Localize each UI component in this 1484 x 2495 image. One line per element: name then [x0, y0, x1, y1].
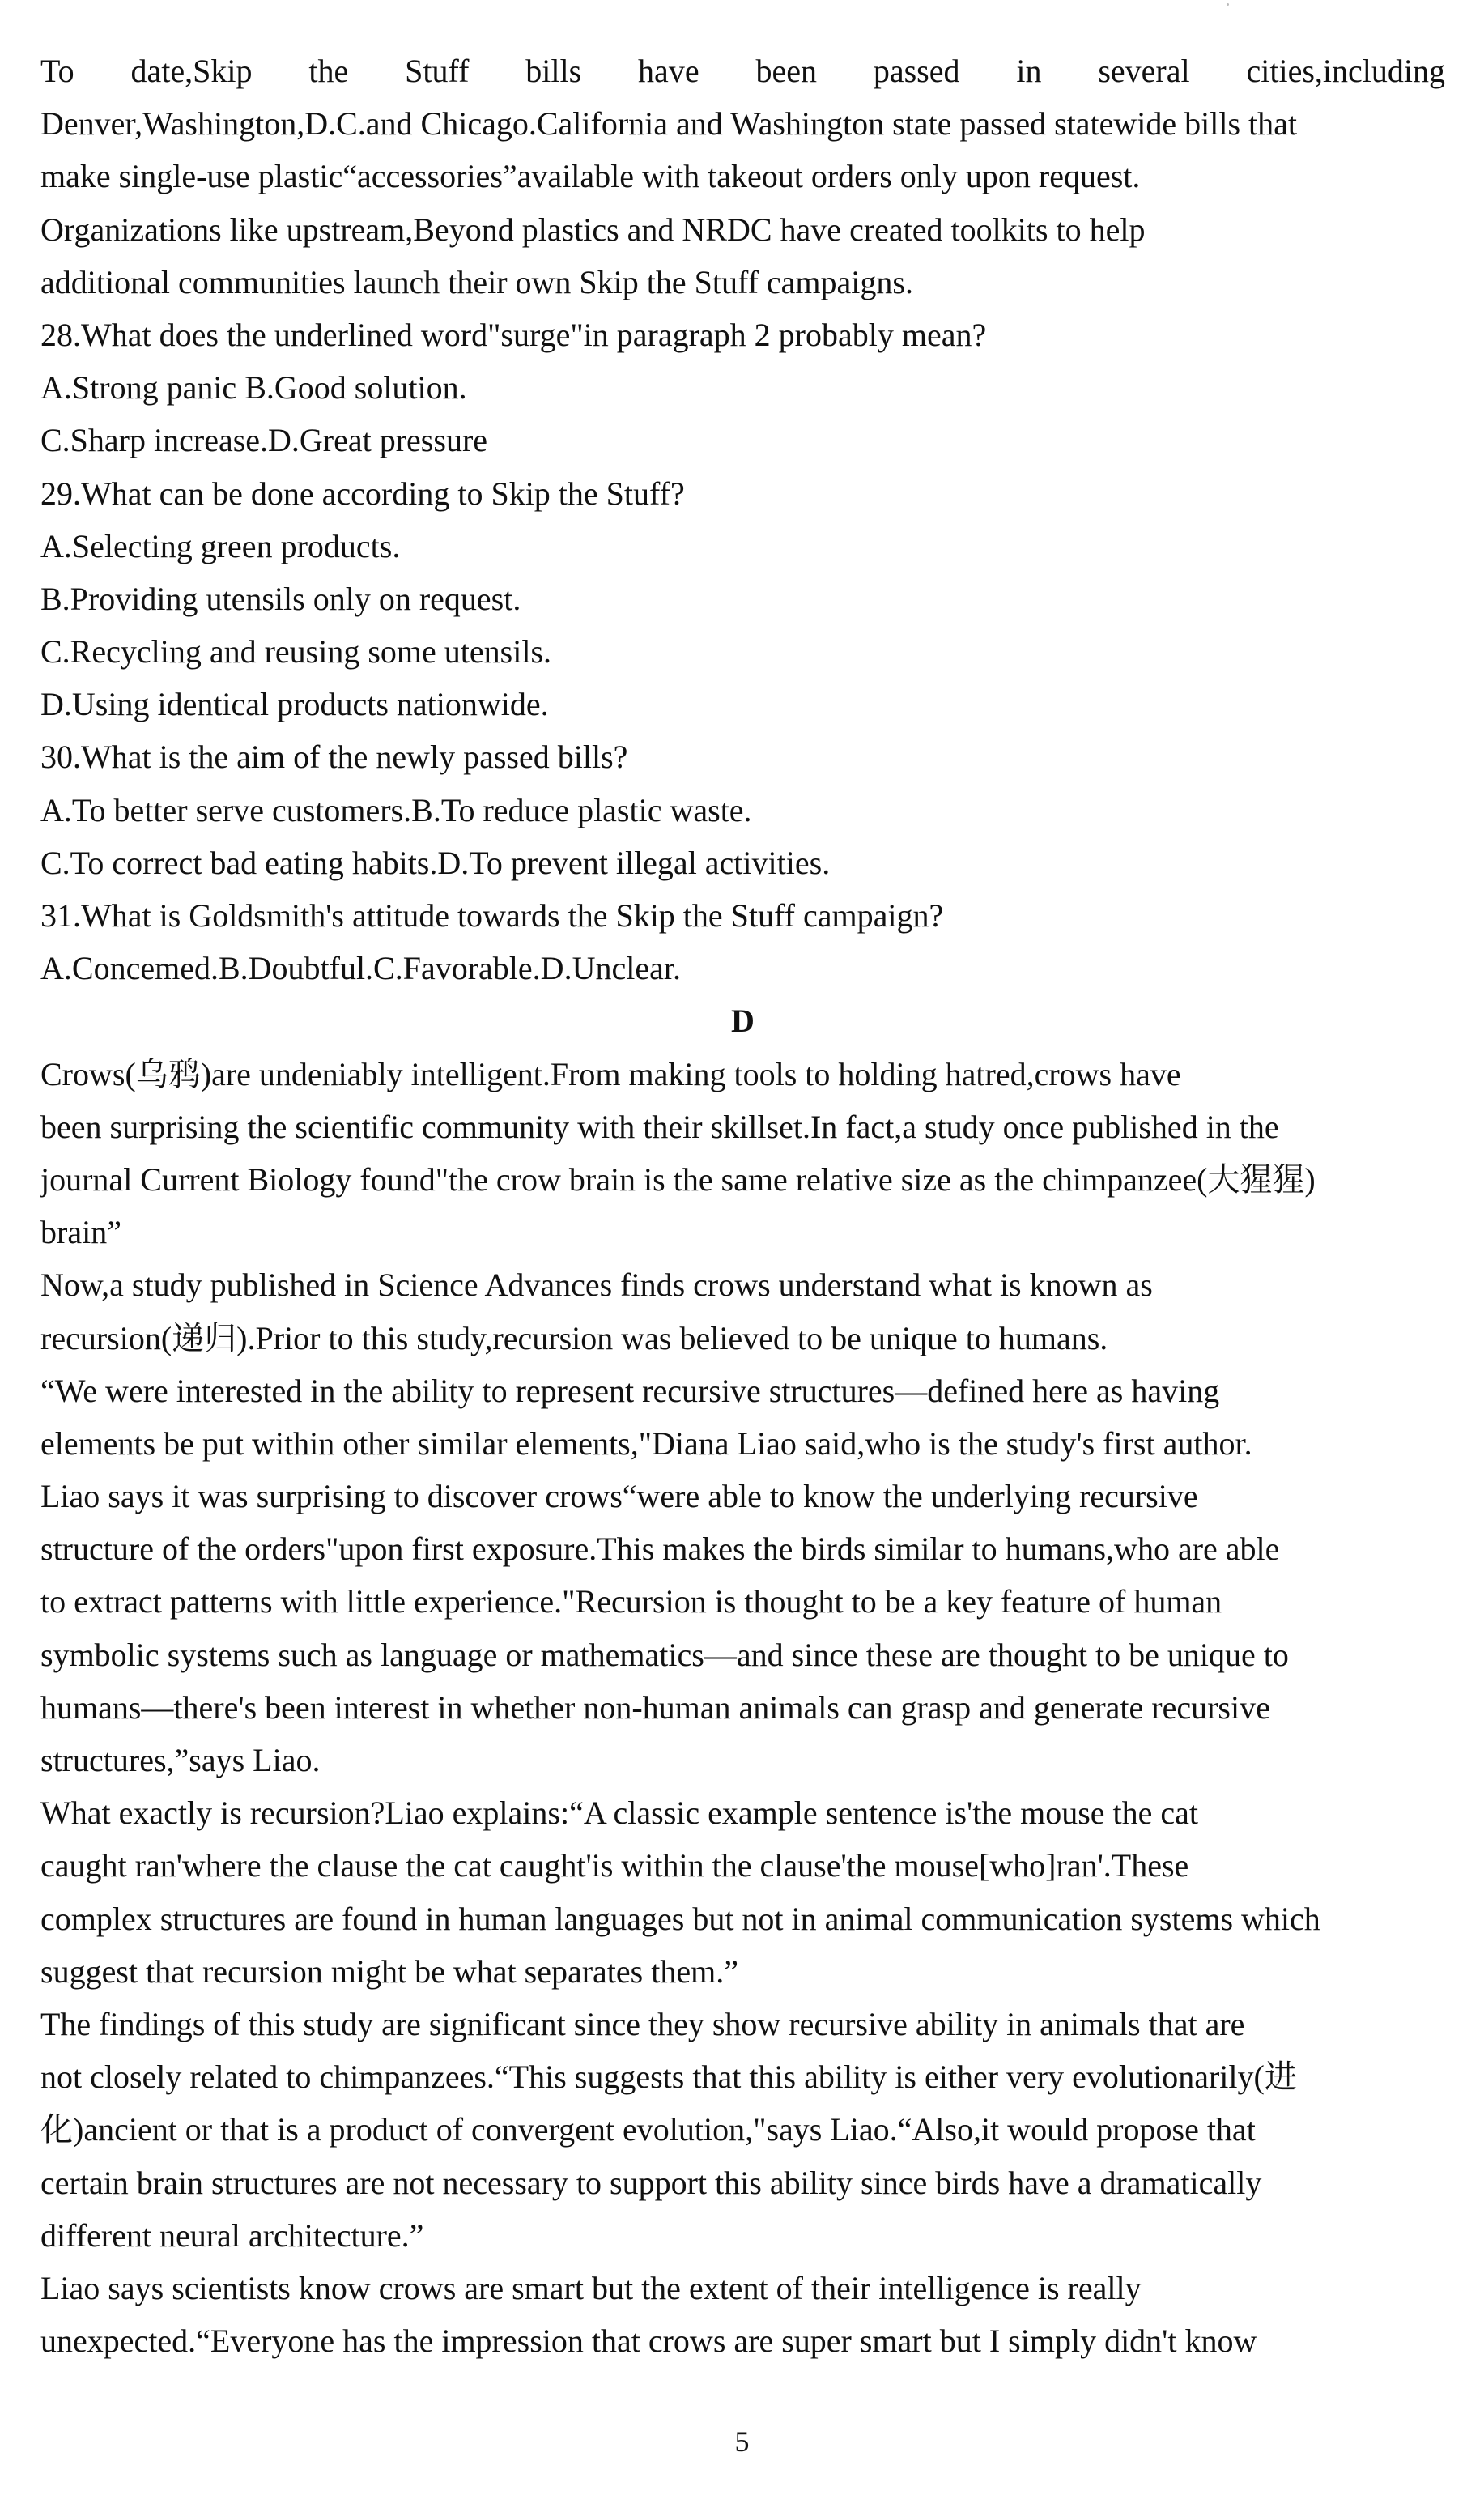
text-line: Crows(乌鸦)are undeniably intelligent.From making tools to holding hatred,crows have [40, 1055, 1181, 1092]
paragraph-4 [40, 1470, 1445, 1786]
text-line: been surprising the scientific community with their skillset.In fact,a study once published in the [40, 1108, 1279, 1145]
text-line: Organizations like upstream,Beyond plastics and NRDC have created toolkits to help [40, 211, 1146, 248]
answer-options: A.Strong panic B.Good solution. [40, 369, 467, 407]
text-line: Now,a study published in Science Advances finds crows understand what is known as [40, 1267, 1153, 1304]
text-line: additional communities launch their own Skip the Stuff campaigns. [40, 263, 913, 300]
text-line: What exactly is recursion?Liao explains:“A classic example sentence is'the mouse the cat [40, 1795, 1198, 1832]
paragraph-2 [40, 1258, 1445, 1364]
question-stem: 28.What does the underlined word"surge"in paragraph 2 probably mean? [40, 316, 987, 353]
text-line: Liao says it was surprising to discover crows“were able to know the underlying recursive [40, 1478, 1198, 1515]
text-line: complex structures are found in human languages but not in animal communication systems which [40, 1900, 1320, 1937]
text-line: Liao says scientists know crows are smart but the extent of their intelligence is really [40, 2269, 1142, 2306]
section-heading: D [731, 1003, 755, 1040]
text-line: different neural architecture.” [40, 2216, 424, 2254]
question-28 [40, 309, 1445, 467]
text-line: brain” [40, 1214, 121, 1251]
text-line: structure of the orders"upon first exposure.This makes the birds similar to humans,who are able [40, 1531, 1280, 1568]
answer-option: D.Using identical products nationwide. [40, 686, 549, 723]
scan-speck [1227, 3, 1229, 6]
paragraph-7 [40, 2262, 1445, 2367]
text-line: The findings of this study are significant since they show recursive ability in animals that are [40, 2005, 1245, 2042]
text-line: make single-use plastic“accessories”available with takeout orders only upon request. [40, 158, 1141, 195]
text-line: To date,Skip the Stuff bills have been passed in several cities,including [40, 53, 1445, 89]
answer-option: B.Providing utensils only on request. [40, 580, 521, 617]
question-30 [40, 730, 1445, 889]
text-line: suggest that recursion might be what separates them.” [40, 1952, 738, 1990]
text-line: certain brain structures are not necessary to support this ability since birds have a dramatically [40, 2164, 1262, 2201]
answer-option: A.Selecting green products. [40, 527, 401, 564]
passage-d [40, 1048, 1445, 2368]
paragraph-1 [40, 1048, 1445, 1259]
text-line: elements be put within other similar elements,"Diana Liao said,who is the study's first author. [40, 1424, 1252, 1462]
paragraph-5 [40, 1786, 1445, 1998]
question-stem: 31.What is Goldsmith's attitude towards the Skip the Stuff campaign? [40, 897, 944, 934]
question-stem: 30.What is the aim of the newly passed bills? [40, 739, 628, 776]
text-line: recursion(递归).Prior to this study,recursion was believed to be unique to humans. [40, 1319, 1108, 1356]
text-line: not closely related to chimpanzees.“This suggests that this ability is either very evolutionarily(进 [40, 2059, 1297, 2096]
answer-options: A.To better serve customers.B.To reduce plastic waste. [40, 791, 752, 828]
text-line: 化)ancient or that is a product of convergent evolution,"says Liao.“Also,it would propose that [40, 2111, 1256, 2148]
paragraph-3 [40, 1365, 1445, 1470]
paragraph-6 [40, 1998, 1445, 2262]
passage-c-conclusion [40, 45, 1445, 309]
text-line: to extract patterns with little experience."Recursion is thought to be a key feature of human [40, 1583, 1222, 1620]
question-29 [40, 467, 1445, 731]
answer-options: C.To correct bad eating habits.D.To prevent illegal activities. [40, 844, 831, 881]
text-line: “We were interested in the ability to represent recursive structures—defined here as having [40, 1372, 1220, 1409]
text-line: journal Current Biology found"the crow brain is the same relative size as the chimpanzee(大猩猩) [40, 1160, 1316, 1198]
document-page [40, 45, 1445, 2367]
question-31 [40, 889, 1445, 994]
question-stem: 29.What can be done according to Skip the Stuff? [40, 475, 685, 512]
text-line: structures,”says Liao. [40, 1742, 321, 1778]
text-line: caught ran'where the clause the cat caught'is within the clause'the mouse[who]ran'.These [40, 1847, 1189, 1884]
answer-options: A.Concemed.B.Doubtful.C.Favorable.D.Unclear. [40, 950, 681, 987]
text-line: humans—there's been interest in whether non-human animals can grasp and generate recursive [40, 1688, 1270, 1726]
text-line: unexpected.“Everyone has the impression that crows are super smart but I simply didn't know [40, 2323, 1257, 2360]
text-line: symbolic systems such as language or mathematics—and since these are thought to be unique to [40, 1636, 1289, 1673]
page-number: 5 [734, 2425, 750, 2458]
answer-options: C.Sharp increase.D.Great pressure [40, 422, 488, 459]
answer-option: C.Recycling and reusing some utensils. [40, 633, 552, 671]
text-line: Denver,Washington,D.C.and Chicago.California and Washington state passed statewide bills that [40, 105, 1298, 143]
